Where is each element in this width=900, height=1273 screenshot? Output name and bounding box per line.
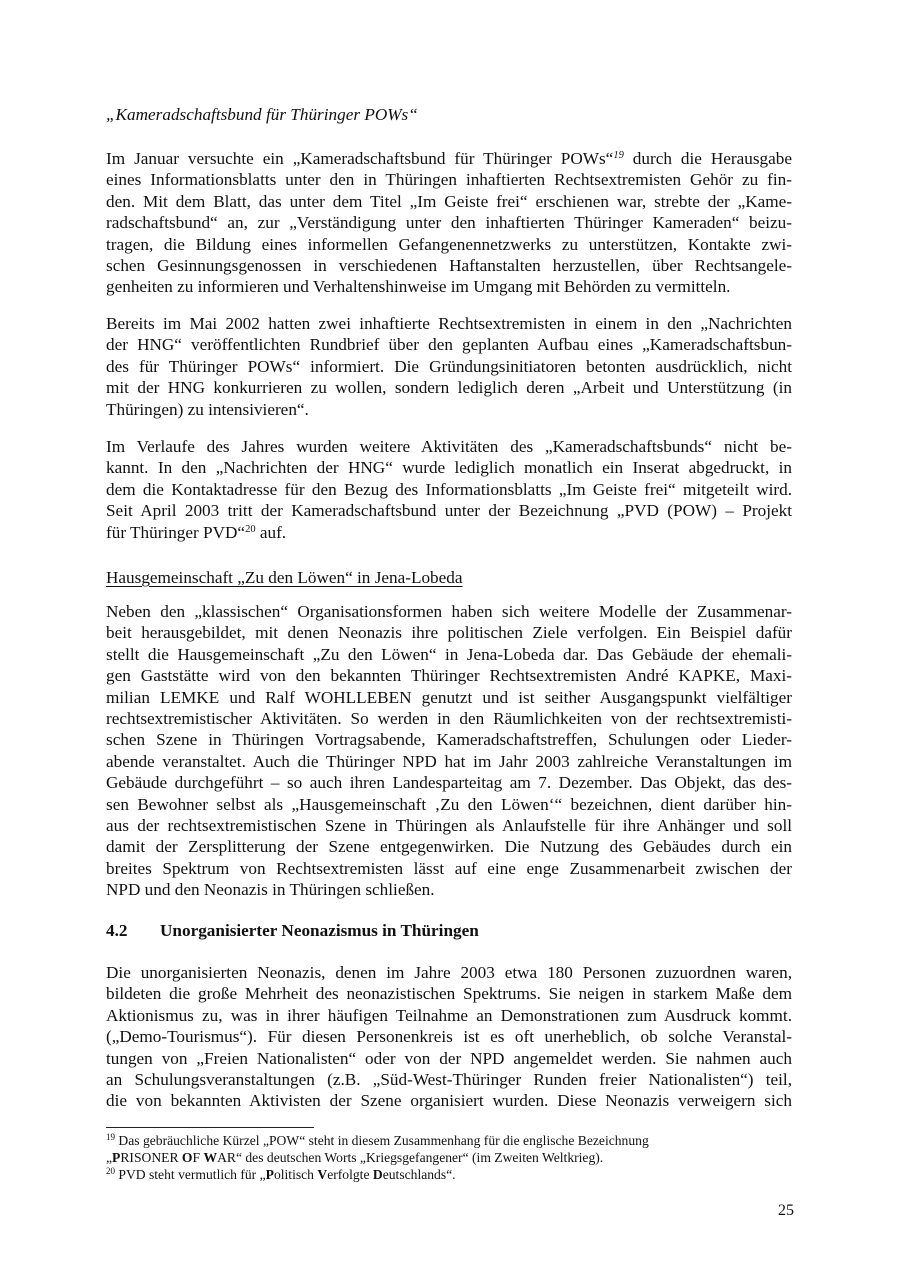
paragraph-2: Bereits im Mai 2002 hatten zwei inhaftierte Rechtsextremisten in einem in den „Nachrichten der HNG“ veröffentlichten Rundbrief über den geplanten Aufbau eines „Kameradschaftsbun- des für Thüringer POWs“ informiert. Die Gründungsinitiatoren betonten ausdrücklich, nicht mit der HNG konkurrieren zu wollen, sondern lediglich deren „Arbeit und Unterstützung (in Thüringen) zu intensivieren“. <box>106 314 792 419</box>
paragraph-1: Im Januar versuchte ein „Kameradschaftsbund für Thüringer POWs“$^{19}$ durch die Herausgabe eines Informationsblatts unter den in Thüringen inhaftierten Rechtsextremisten Gehör zu fin- den. Mit dem Blatt, das unter dem Titel „Im Geiste frei“ erschienen war, strebte der „Kame- radschaftsbund“ an, zur „Verständigung unter den inhaftierten Thüringer Kameraden“ beizu- tragen, die Bildung eines informellen Gefangenennetzwerks zu unterstützen, Kontakte zwi- schen Gesinnungsgenossen in verschiedenen Haftanstalten herzustellen, über Rechtsangele- genheiten zu informieren und Verhaltenshinweise im Umgang mit Behörden zu vermitteln. <box>106 149 792 297</box>
section-number: 4.2 <box>106 921 128 940</box>
paragraph-5: Die unorganisierten Neonazis, denen im Jahre 2003 etwa 180 Personen zuzuordnen waren, bildeten die große Mehrheit des neonazistischen Spektrums. Sie neigen in starkem Maße dem Aktionismus zu, was in ihrer häufigen Teilnahme an Demonstrationen zum Ausdruck kommt. („Demo-Tourismus“). Für diesen Personenkreis ist es oft unerheblich, ob solche Veranstal- tungen von „Freien Nationalisten“ oder von der NPD angemeldet werden. Sie nahmen auch an Schulungsveranstaltungen (z.B. „Süd-West-Thüringer Runden freier Nationalisten“) teil, die von bekannten Aktivisten der Szene organisiert wurden. Diese Neonazis verweigern sich <box>106 963 792 1111</box>
footnote-19-line-2: „PRISONER OF WAR“ des deutschen Worts „Kriegsgefangener“ (im Zweiten Weltkrieg). <box>106 1150 604 1165</box>
footnote-divider <box>106 1127 314 1128</box>
subheading-zu-den-loewen: Hausgemeinschaft „Zu den Löwen“ in Jena-Lobeda <box>106 568 463 587</box>
footnote-ref-20[interactable]: 20 <box>245 523 256 535</box>
paragraph-3: Im Verlaufe des Jahres wurden weitere Aktivitäten des „Kameradschaftsbunds“ nicht be- kannt. In den „Nachrichten der HNG“ wurde lediglich monatlich ein Inserat abgedruckt, in dem die Kontaktadresse für den Bezug des Informationsblatts „Im Geiste frei“ mitgeteilt wird. Seit April 2003 tritt der Kameradschaftsbund unter der Bezeichnung „PVD (POW) – Projekt für Thüringer PVD“$^{20}$ auf. <box>106 437 792 542</box>
footnote-19-line-1: $^{19}$ Das gebräuchliche Kürzel „POW“ steht in diesem Zusammenhang für die englische Bezeichnung <box>106 1132 649 1148</box>
section-heading-4-2 <box>106 920 479 941</box>
footnote-ref-19[interactable]: 19 <box>613 150 624 161</box>
paragraph-4: Neben den „klassischen“ Organisationsformen haben sich weitere Modelle der Zusammenar- beit herausgebildet, mit denen Neonazis ihre politischen Ziele verfolgen. Ein Beispiel dafür stellt die Hausgemeinschaft „Zu den Löwen“ in Jena-Lobeda dar. Das Gebäude der ehemali- gen Gaststätte wird von den bekannten Thüringer Rechtsextremisten André KAPKE, Maxi- milian LEMKE und Ralf WOHLLEBEN genutzt und ist seither Ausgangspunkt vielfältiger rechtsextremistischer Aktivitäten. So werden in den Räumlichkeiten von der rechtsextremisti- schen Szene in Thüringen Vortragsabende, Kameradschaftstreffen, Schulungen oder Lieder- abende veranstaltet. Auch die Thüringer NPD hat im Jahr 2003 zahlreiche Veranstaltungen im Gebäude durchgeführt – so auch ihren Landesparteitag am 7. Dezember. Das Objekt, das des- sen Bewohner selbst als „Hausgemeinschaft ‚Zu den Löwen‘“ bezeichnen, dient darüber hin- aus der rechtsextremistischen Szene in Thüringen als Anlaufstelle für ihre Anhänger und soll damit der Zersplitterung der Szene entgegenwirken. Die Nutzung des Gebäudes durch ein breites Spektrum von Rechtsextremisten lässt auf eine enge Zusammenarbeit zwischen der NPD und den Neonazis in Thüringen schließen. <box>106 602 792 900</box>
subheading-pow: „Kameradschaftsbund für Thüringer POWs“ <box>106 105 418 124</box>
footnote-20: $^{20}$ PVD steht vermutlich für „Politisch Verfolgte Deutschlands“. <box>106 1166 456 1182</box>
section-title: Unorganisierter Neonazismus in Thüringen <box>160 921 479 940</box>
page-number: 25 <box>778 1202 794 1219</box>
